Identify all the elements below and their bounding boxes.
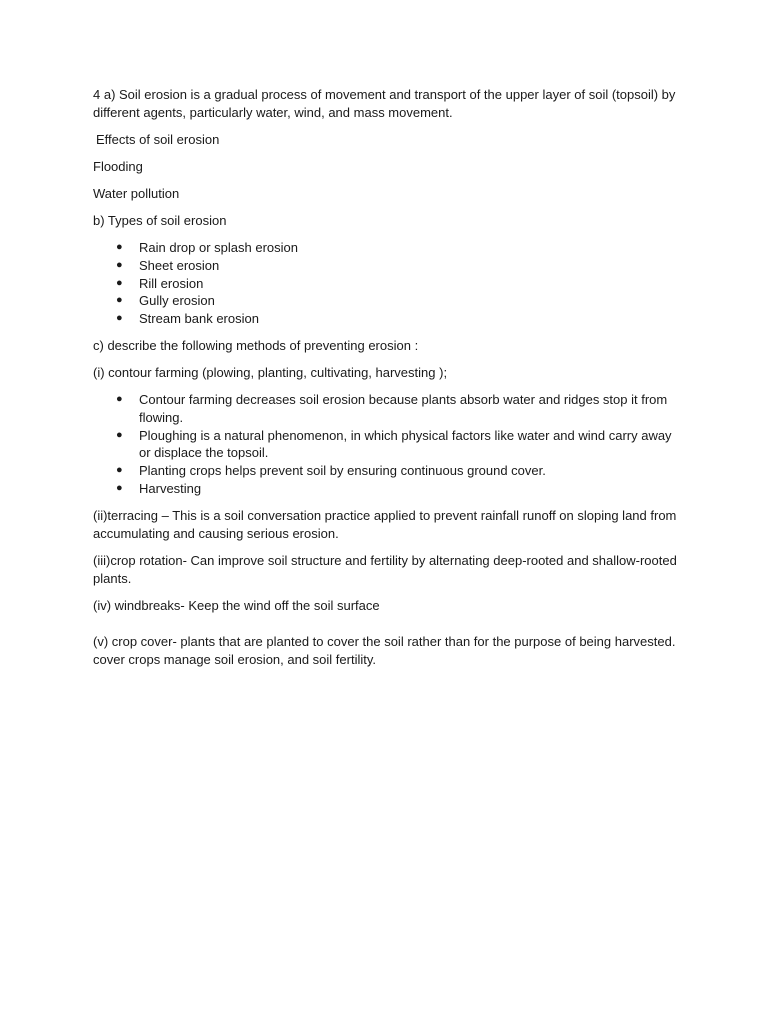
list-item: ● Stream bank erosion bbox=[116, 311, 259, 327]
list-item: ● Gully erosion bbox=[116, 293, 215, 309]
list-item: ● Harvesting bbox=[116, 480, 202, 496]
bullet-icon: ● bbox=[116, 312, 123, 325]
bullet-icon: ● bbox=[116, 258, 123, 271]
crop-rotation-paragraph: (iii)crop rotation- Can improve soil structure and fertility by alternating deep-rooted and shallow-rooted plants. bbox=[93, 552, 677, 586]
list-item: ● Rill erosion bbox=[116, 275, 204, 291]
document-page bbox=[93, 86, 681, 678]
bullet-icon: ● bbox=[116, 464, 123, 477]
bullet-icon: ● bbox=[116, 481, 123, 494]
crop-cover-paragraph: (v) crop cover- plants that are planted to cover the soil rather than for the purpose of being harvested. cover crops manage soil erosion, and soil fertility. bbox=[93, 633, 676, 667]
effect-item-flooding: Flooding bbox=[93, 159, 143, 174]
bullet-icon: ● bbox=[116, 294, 123, 307]
list-item: ● Contour farming decreases soil erosion because plants absorb water and ridges stop it from flowing. bbox=[116, 391, 668, 425]
types-list bbox=[93, 239, 681, 328]
bullet-icon: ● bbox=[116, 276, 123, 289]
list-item: ● Rain drop or splash erosion bbox=[116, 240, 298, 255]
terracing-paragraph: (ii)terracing – This is a soil conversation practice applied to prevent rainfall runoff on sloping land from accumulating and causing serious erosion. bbox=[93, 507, 677, 541]
types-heading: b) Types of soil erosion bbox=[93, 213, 227, 228]
bullet-icon: ● bbox=[116, 428, 123, 441]
effect-item-water-pollution: Water pollution bbox=[93, 186, 180, 201]
list-item: ● Ploughing is a natural phenomenon, in which physical factors like water and wind carry away or displace the topsoil. bbox=[116, 427, 672, 461]
contour-farming-heading: (i) contour farming (plowing, planting, cultivating, harvesting ); bbox=[93, 364, 448, 380]
question-4a-paragraph: 4 a) Soil erosion is a gradual process of movement and transport of the upper layer of soil (topsoil) by different agents, particularly water, wind, and mass movement. bbox=[93, 87, 676, 120]
bullet-icon: ● bbox=[116, 392, 123, 405]
contour-points-list bbox=[93, 391, 681, 498]
methods-heading: c) describe the following methods of preventing erosion : bbox=[93, 337, 419, 353]
list-item: ● Planting crops helps prevent soil by ensuring continuous ground cover. bbox=[116, 463, 546, 479]
list-item: ● Sheet erosion bbox=[116, 257, 220, 273]
bullet-icon: ● bbox=[116, 241, 123, 253]
effects-heading: Effects of soil erosion bbox=[96, 132, 220, 147]
windbreaks-paragraph: (iv) windbreaks- Keep the wind off the soil surface bbox=[93, 597, 380, 613]
